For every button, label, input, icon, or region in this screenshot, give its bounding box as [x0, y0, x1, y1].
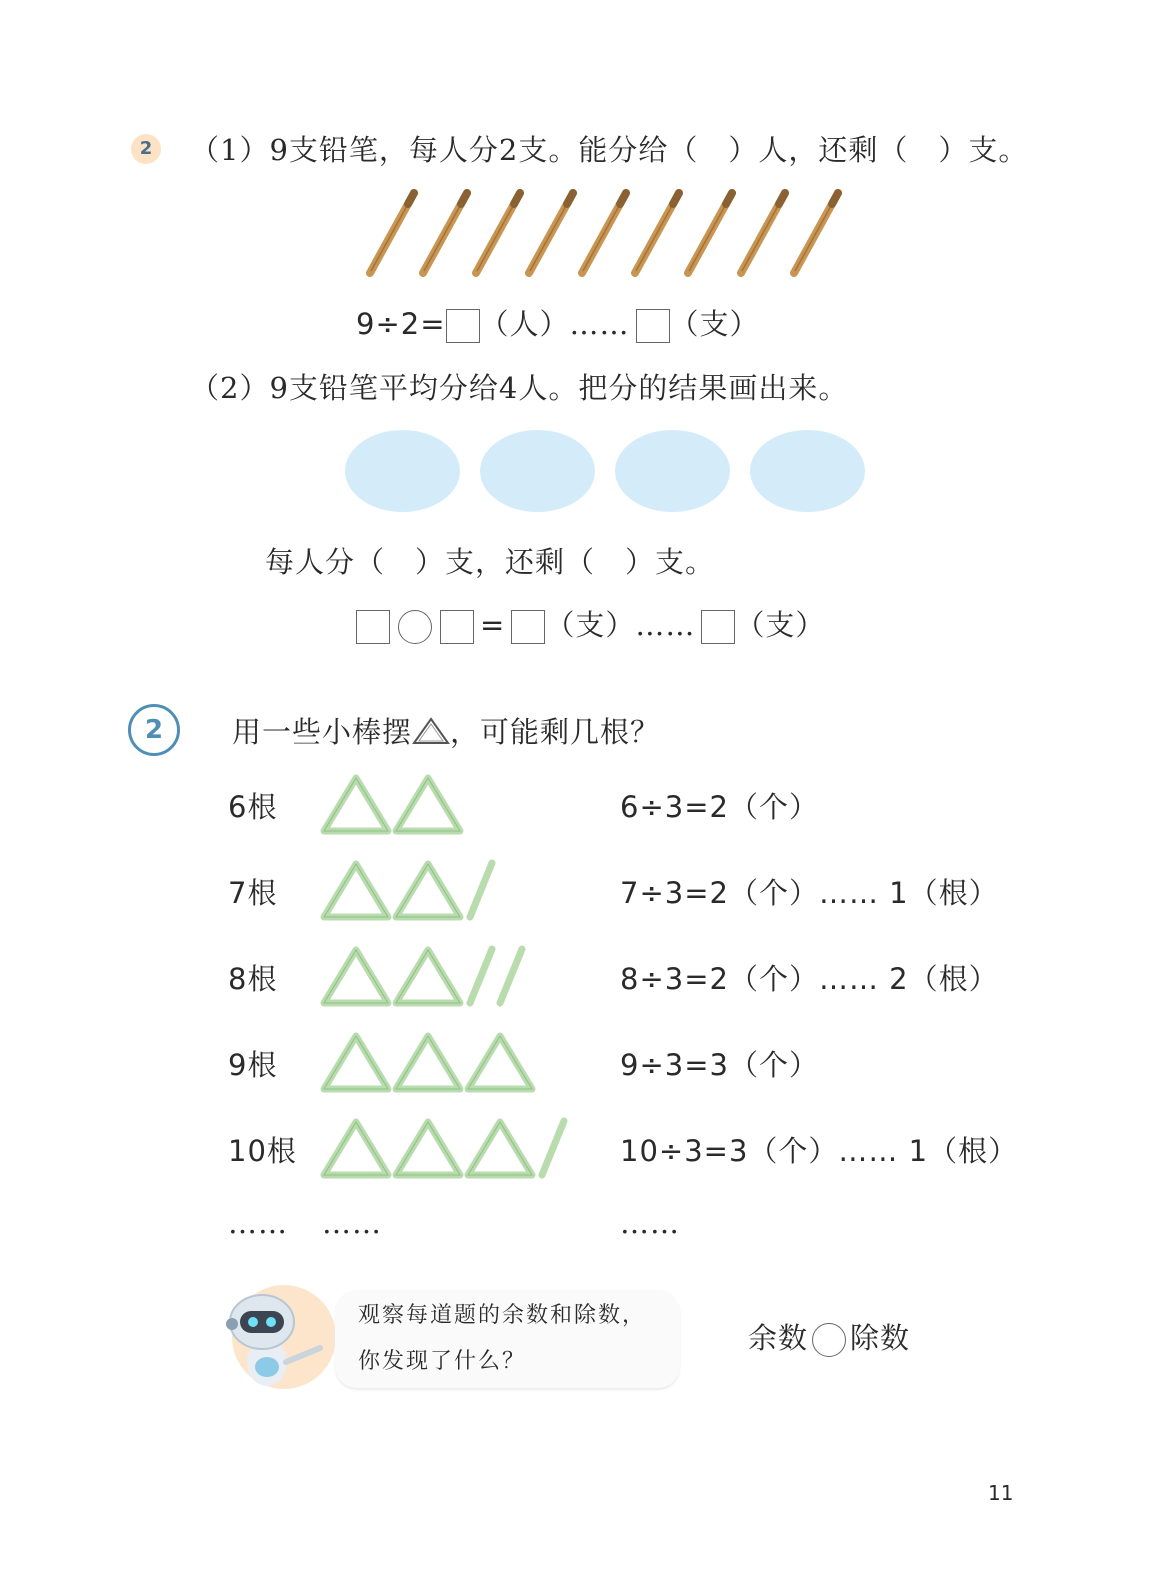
row-equation: 8÷3=2（个）…… 2（根）: [620, 962, 999, 996]
equation-2: [356, 603, 825, 644]
stick-triangle-edge: [468, 1036, 532, 1089]
pencil-row: [355, 185, 855, 285]
compare-divisor-label: 除数: [850, 1321, 911, 1355]
compare-remainder-label: 余数: [748, 1321, 809, 1355]
equation-1: [356, 302, 760, 343]
loose-stick: [470, 949, 492, 1003]
loose-stick: [470, 863, 492, 917]
fill-in-line: 每人分（ ）支，还剩（ ）支。: [265, 545, 716, 579]
ellipsis-label: ……: [228, 1206, 288, 1240]
ellipsis-drawing: ……: [322, 1206, 382, 1240]
row-stick-drawing: [320, 1117, 580, 1183]
problem-number-badge: 2: [131, 134, 161, 164]
pencil: [582, 193, 626, 273]
pencil: [794, 193, 838, 273]
pencil: [529, 193, 573, 273]
quotient-box[interactable]: [511, 610, 545, 644]
question-text-start: 用一些小棒摆: [232, 715, 413, 749]
equation-1-unit-pencils: （支）: [669, 307, 760, 341]
row-stick-count: 9根: [228, 1048, 278, 1082]
part1-question: （1）9支铅笔，每人分2支。能分给（ ）人，还剩（ ）支。: [190, 133, 1029, 167]
pencil: [370, 193, 414, 273]
remainder-box-2[interactable]: [701, 610, 735, 644]
stick-triangle: [396, 864, 460, 917]
drawing-area-person-4[interactable]: [750, 430, 865, 512]
part2-question: （2）9支铅笔平均分给4人。把分的结果画出来。: [190, 371, 849, 405]
answer-box[interactable]: [446, 309, 480, 343]
equation-1-unit-people: （人）: [479, 307, 570, 341]
stick-triangle: [324, 950, 388, 1003]
equals-sign: =: [480, 608, 506, 642]
stick-triangle-edge: [324, 1036, 388, 1089]
stick-triangle: [324, 864, 388, 917]
pencil: [741, 193, 785, 273]
pencil: [688, 193, 732, 273]
bubble-text-line-1: 观察每道题的余数和除数，: [358, 1303, 647, 1328]
dividend-box[interactable]: [356, 610, 390, 644]
stick-triangle-edge: [396, 864, 460, 917]
stick-triangle-edge: [324, 950, 388, 1003]
row-stick-drawing: [320, 1031, 580, 1097]
compare-circle[interactable]: [812, 1323, 846, 1357]
row-equation: 9÷3=3（个）: [620, 1048, 819, 1082]
stick-triangle: [468, 1036, 532, 1089]
ellipsis-equation: ……: [620, 1206, 680, 1240]
row-equation: 7÷3=2（个）…… 1（根）: [620, 876, 999, 910]
stick-triangle: [468, 1122, 532, 1175]
page-number: 11: [988, 1481, 1014, 1505]
row-stick-count: 6根: [228, 790, 278, 824]
drawing-area-person-1[interactable]: [345, 430, 460, 512]
equation-2-unit-1: （支）: [545, 608, 636, 642]
row-stick-count: 8根: [228, 962, 278, 996]
stick-triangle: [324, 1036, 388, 1089]
row-equation: 10÷3=3（个）…… 1（根）: [620, 1134, 1019, 1168]
divisor-box[interactable]: [440, 610, 474, 644]
loose-stick: [542, 1121, 564, 1175]
operator-circle[interactable]: [398, 610, 432, 644]
ellipsis: ……: [635, 608, 696, 642]
stick-triangle: [396, 778, 460, 831]
stick-triangle-edge: [324, 778, 388, 831]
compare-row: [748, 1316, 910, 1357]
equation-2-unit-2: （支）: [735, 608, 826, 642]
row-stick-drawing: [320, 945, 580, 1011]
loose-stick: [500, 949, 522, 1003]
pencil: [635, 193, 679, 273]
robot-mascot-icon: [222, 1282, 337, 1397]
stick-triangle-edge: [324, 1122, 388, 1175]
stick-triangle-edge: [324, 864, 388, 917]
stick-triangle: [396, 1122, 460, 1175]
question-text-end: ，可能剩几根？: [450, 715, 661, 749]
drawing-area-person-3[interactable]: [615, 430, 730, 512]
triangle-icon: [412, 716, 450, 746]
pencil: [476, 193, 520, 273]
row-stick-drawing: [320, 773, 580, 839]
stick-triangle: [396, 950, 460, 1003]
bubble-text-line-2: 你发现了什么？: [358, 1349, 527, 1374]
row-stick-count: 10根: [228, 1134, 297, 1168]
row-equation: 6÷3=2（个）: [620, 790, 819, 824]
sticks-question: [232, 710, 660, 751]
stick-triangle: [324, 1122, 388, 1175]
equation-1-left: 9÷2=: [356, 307, 446, 341]
stick-triangle-edge: [396, 1122, 460, 1175]
stick-triangle-edge: [396, 1036, 460, 1089]
stick-triangle-edge: [396, 950, 460, 1003]
row-stick-count: 7根: [228, 876, 278, 910]
stick-triangle: [324, 778, 388, 831]
remainder-box[interactable]: [636, 309, 670, 343]
problem-number-circle: 2: [128, 704, 180, 756]
stick-triangle-edge: [468, 1122, 532, 1175]
drawing-area-person-2[interactable]: [480, 430, 595, 512]
stick-triangle: [396, 1036, 460, 1089]
pencil: [423, 193, 467, 273]
row-stick-drawing: [320, 859, 580, 925]
stick-triangle-edge: [396, 778, 460, 831]
ellipsis: ……: [569, 307, 630, 341]
